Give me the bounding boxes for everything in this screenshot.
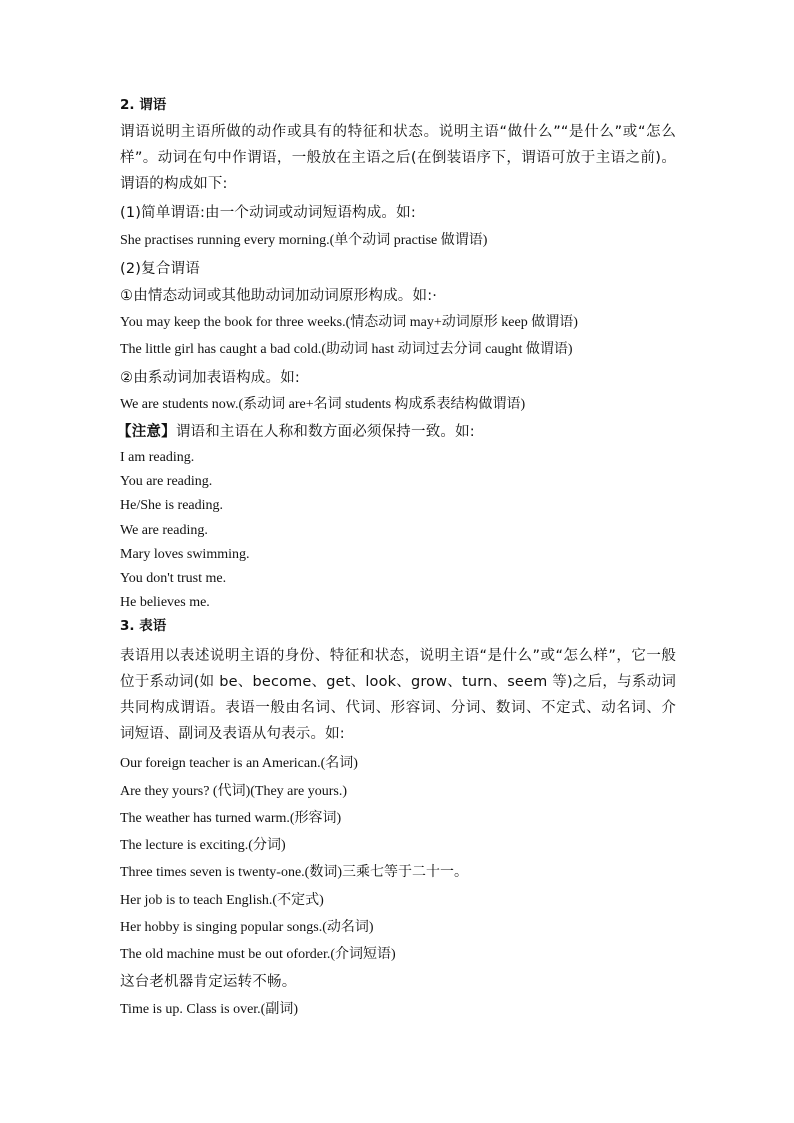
- agreement-example: Mary loves swimming.: [120, 547, 250, 562]
- predicative-example-translation: 这台老机器肯定运转不畅。: [120, 974, 297, 990]
- compound-item-1: ①由情态动词或其他助动词加动词原形构成。如:·: [120, 288, 438, 304]
- predicative-example: Time is up. Class is over.(副词): [120, 1002, 298, 1017]
- predicative-example: The weather has turned warm.(形容词): [120, 811, 342, 826]
- predicative-example: The lecture is exciting.(分词): [120, 838, 286, 853]
- predicative-example: Her hobby is singing popular songs.(动名词): [120, 920, 374, 935]
- agreement-note: [117, 425, 475, 440]
- agreement-example: He believes me.: [120, 595, 210, 610]
- section-2-heading: 2. 谓语: [120, 97, 167, 113]
- section-3-heading: 3. 表语: [120, 618, 167, 634]
- agreement-example: He/She is reading.: [120, 498, 224, 513]
- agreement-example: You are reading.: [120, 474, 213, 489]
- agreement-example: I am reading.: [120, 450, 195, 465]
- note-text: 谓语和主语在人称和数方面必须保持一致。如:: [175, 424, 475, 440]
- predicative-example: Three times seven is twenty-one.(数词)三乘七等于二十一。: [120, 865, 468, 880]
- agreement-example: We are reading.: [120, 523, 208, 538]
- predicative-example: Are they yours? (代词)(They are yours.): [120, 784, 348, 799]
- section-2-intro: 谓语说明主语所做的动作或具有的特征和状态。说明主语“做什么”“是什么”或“怎么样”。动词在句中作谓语，一般放在主语之后(在倒装语序下，谓语可放于主语之前)。谓语的构成如下:: [120, 124, 676, 192]
- compound-example-1: You may keep the book for three weeks.(情态动词 may+动词原形 keep 做谓语): [120, 315, 578, 330]
- section-3-intro: 表语用以表述说明主语的身份、特征和状态，说明主语“是什么”或“怎么样”，它一般位于系动词(如 be、become、get、look、grow、turn、seem 等)之后，与系动词共同构成谓语。表语一般由名词、代词、形容词、分词、数词、不定式、动名词、介词短语、副词及表语从句表示。如:: [120, 648, 676, 742]
- predicative-example: Our foreign teacher is an American.(名词): [120, 756, 358, 771]
- compound-example-3: We are students now.(系动词 are+名词 students 构成系表结构做谓语): [120, 397, 526, 412]
- predicative-example: The old machine must be out oforder.(介词短语): [120, 947, 396, 962]
- simple-predicate-title: (1)简单谓语:由一个动词或动词短语构成。如:: [120, 205, 416, 221]
- compound-predicate-title: (2)复合谓语: [120, 261, 200, 277]
- simple-predicate-example: She practises running every morning.(单个动词 practise 做谓语): [120, 233, 488, 248]
- predicative-example: Her job is to teach English.(不定式): [120, 893, 324, 908]
- compound-example-2: The little girl has caught a bad cold.(助动词 hast 动词过去分词 caught 做谓语): [120, 342, 573, 357]
- agreement-example: You don't trust me.: [120, 571, 227, 586]
- note-label: 【注意】: [117, 424, 176, 440]
- compound-item-2: ②由系动词加表语构成。如:: [120, 370, 300, 386]
